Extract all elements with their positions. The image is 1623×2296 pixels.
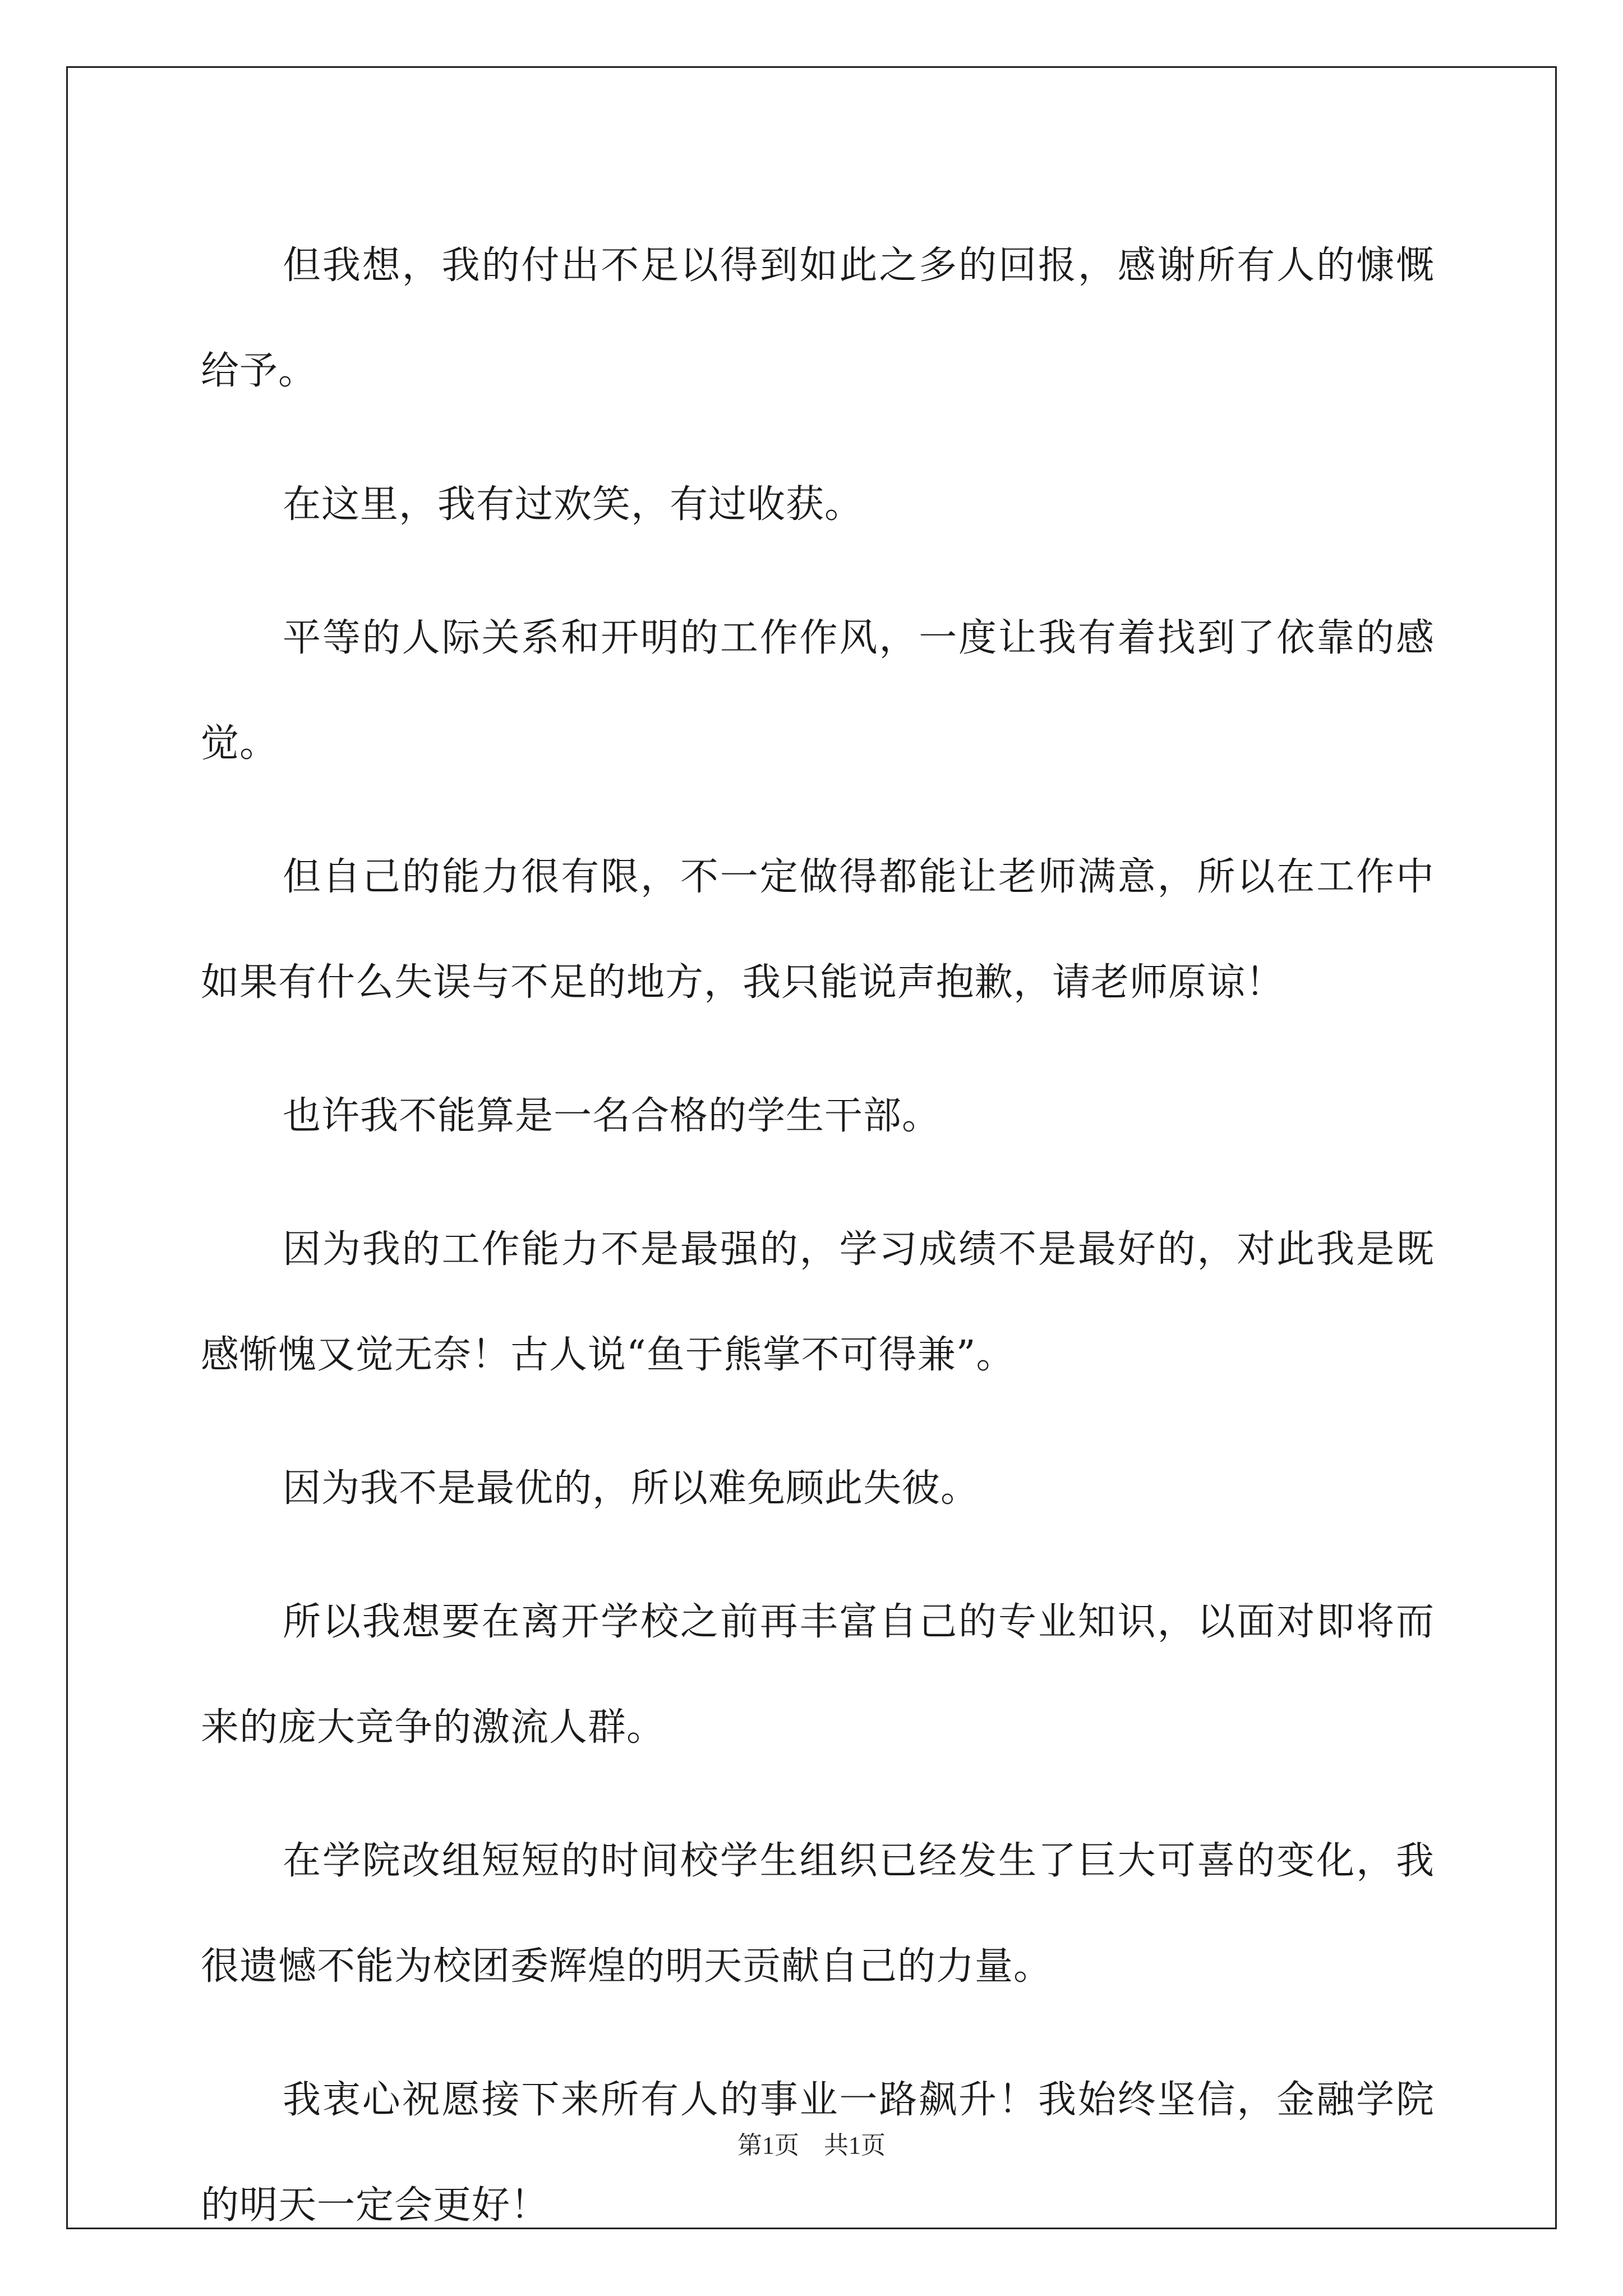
page-number-footer: 第1页 共1页 [737, 2132, 886, 2159]
paragraph: 在这里，我有过欢笑，有过收获。 [283, 482, 864, 527]
paragraph: 在学院改组短短的时间校学生组织已经发生了巨大可喜的变化，我很遗憾不能为校团委辉煌的明天贡献自己的力量。 [201, 1839, 1435, 1989]
paragraph: 平等的人际关系和开明的工作作风，一度让我有着找到了依靠的感觉。 [201, 616, 1435, 766]
paragraph: 我衷心祝愿接下来所有人的事业一路飙升！我始终坚信，金融学院的明天一定会更好！ [201, 2078, 1435, 2228]
paragraph: 所以我想要在离开学校之前再丰富自己的专业知识，以面对即将而来的庞大竞争的激流人群。 [201, 1600, 1435, 1750]
paragraph: 也许我不能算是一名合格的学生干部。 [283, 1094, 941, 1138]
paragraph: 因为我不是最优的，所以难免顾此失彼。 [283, 1466, 980, 1511]
paragraph: 因为我的工作能力不是最强的，学习成绩不是最好的，对此我是既感惭愧又觉无奈！古人说“鱼于熊掌不可得兼”。 [201, 1227, 1435, 1377]
paragraph: 但自己的能力很有限，不一定做得都能让老师满意，所以在工作中如果有什么失误与不足的地方，我只能说声抱歉，请老师原谅！ [201, 855, 1435, 1005]
document-body [201, 213, 1435, 2286]
paragraph: 但我想，我的付出不足以得到如此之多的回报，感谢所有人的慷慨给予。 [201, 243, 1435, 393]
